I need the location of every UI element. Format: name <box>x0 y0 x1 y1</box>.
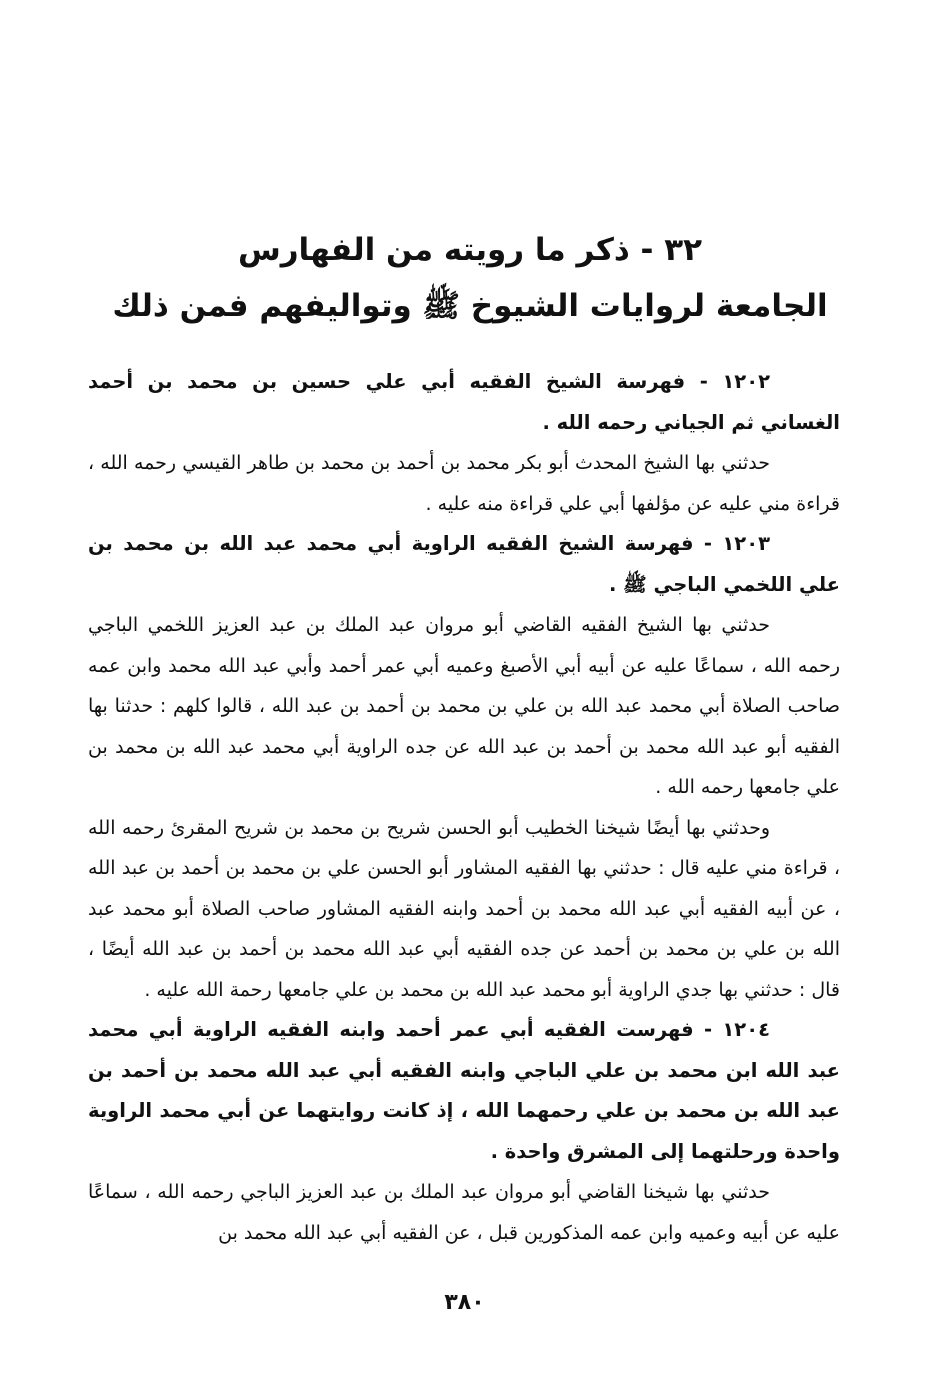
chapter-title-line-1: ٣٢ - ذكر ما رويته من الفهارس <box>237 232 703 268</box>
entry-heading-1203 <box>88 524 840 605</box>
entry-text: ١٢٠٢ - فهرسة الشيخ الفقيه أبي علي حسين بن محمد بن أحمد الغساني ثم الجياني رحمه الله . <box>88 370 840 434</box>
paragraph <box>88 443 840 524</box>
paragraph-text: حدثني بها شيخنا القاضي أبو مروان عبد الملك بن عبد العزيز الباجي رحمه الله ، سماعًا عليه عن أبيه وعميه وابن عمه المذكورين قبل ، عن الفقيه أبي عبد الله محمد بن <box>88 1181 840 1244</box>
body-text <box>88 362 840 1253</box>
paragraph <box>88 605 840 808</box>
entry-heading-1204 <box>88 1010 840 1172</box>
paragraph <box>88 1172 840 1253</box>
entry-text: ١٢٠٣ - فهرسة الشيخ الفقيه الراوية أبي محمد عبد الله بن محمد بن علي اللخمي الباجي ﷺ . <box>88 532 840 596</box>
chapter-title-line-2: الجامعة لروايات الشيوخ ﷺ وتواليفهم فمن ذلك <box>112 288 828 324</box>
paragraph-text: حدثني بها الشيخ الفقيه القاضي أبو مروان عبد الملك بن عبد العزيز اللخمي الباجي رحمه الله ، سماعًا عليه عن أبيه أبي الأصبغ وعميه أبي عمر أحمد وأبي عبد الله محمد وابن عمه صاحب الصلاة أبي محمد عبد الله بن علي بن محمد بن أحمد بن عبد الله ، قالوا كلهم : حدثنا بها الفقيه أبو عبد الله محمد بن أحمد بن عبد الله عن جده الراوية أبي محمد عبد الله بن محمد بن علي جامعها رحمه الله . <box>88 614 840 798</box>
paragraph <box>88 808 840 1011</box>
chapter-title <box>90 222 850 334</box>
entry-heading-1202 <box>88 362 840 443</box>
page-number: ٣٨٠ <box>444 1290 485 1315</box>
entry-text: ١٢٠٤ - فهرست الفقيه أبي عمر أحمد وابنه الفقيه الراوية أبي محمد عبد الله ابن محمد بن علي الباجي وابنه الفقيه أبي عبد الله محمد بن أحمد بن عبد الله بن محمد بن علي رحمهما الله ، إذ كانت روايتهما عن أبي محمد الراوية واحدة ورحلتهما إلى المشرق واحدة . <box>88 1018 840 1163</box>
paragraph-text: حدثني بها الشيخ المحدث أبو بكر محمد بن أحمد بن محمد بن طاهر القيسي رحمه الله ، قراءة مني عليه عن مؤلفها أبي علي قراءة منه عليه . <box>88 452 840 515</box>
paragraph-text: وحدثني بها أيضًا شيخنا الخطيب أبو الحسن شريح بن محمد بن شريح المقرئ رحمه الله ، قراءة مني عليه قال : حدثني بها الفقيه المشاور أبو الحسن علي بن محمد بن أحمد بن عبد الله ، عن أبيه الفقيه أبي عبد الله محمد بن أحمد وابنه الفقيه المشاور صاحب الصلاة أبو محمد عبد الله بن علي بن محمد بن أحمد عن جده الفقيه أبي عبد الله محمد بن أحمد بن عبد الله أيضًا ، قال : حدثني بها جدي الراوية أبو محمد عبد الله بن محمد بن علي جامعها رحمة الله عليه . <box>88 816 840 1001</box>
